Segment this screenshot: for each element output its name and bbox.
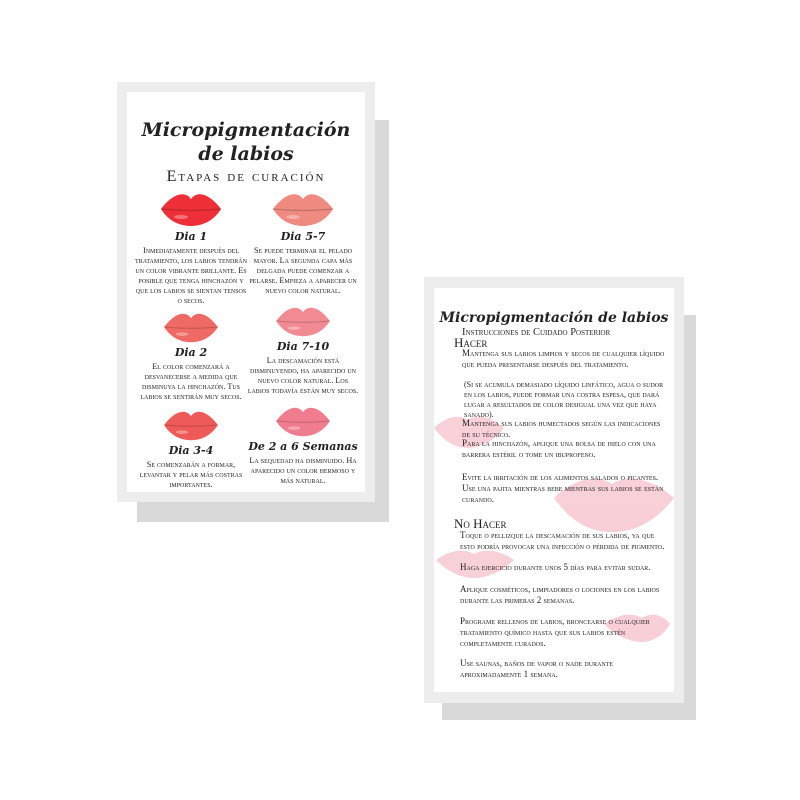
card1-title: Micropigmentación de labios: [141, 119, 351, 165]
section-hacer: Hacer: [454, 335, 488, 350]
card1-subtitle: Etapas de curación: [166, 168, 326, 185]
list-item: (Si se acumula demasiado líquido linfático, agua o sudor en los labios, puede formar una costra espesa, que dará lugar a resultados de color desigual una vez que haya sanado).: [464, 380, 664, 419]
stage-day-label: Dia 5-7: [280, 230, 326, 243]
lips-icon: [271, 190, 335, 228]
list-item: Use saunas, baños de vapor o nade durante aproximadamente 1 semana.: [460, 658, 614, 679]
list-item: Mantenga sus labios humectados según las indicaciones de su técnico.: [462, 418, 661, 439]
card2-title: Micropigmentación de labios: [439, 310, 669, 326]
lips-icon: [159, 190, 223, 228]
list-item: Toque o pellizque la descamación de sus labios, ya que esto podría provocar una infección o pérdida de pigmento.: [460, 530, 665, 551]
stage-card: [135, 408, 247, 490]
lips-icon: [159, 408, 223, 442]
stage-description: Inmediatamente después del tratamiento, los labios tendrán un color vibrante brillante. Es posible que tenga hinchazón y que los labios se sientan tensos o secos.: [135, 246, 247, 305]
list-item: Evite la irritación de los alimentos salados o picantes. Use una pajita mientras bebe mientras sus labios se están curando.: [462, 472, 664, 504]
stage-day-label: De 2 a 6 Semanas: [248, 440, 358, 453]
list-item: Mantenga sus labios limpios y secos de cualquier líquido que pueda presentarse después del tratamiento.: [462, 348, 665, 369]
list-item: Programe rellenos de labios, broncearse o cualquier tratamiento químico hasta que sus labios estén completamente curados.: [460, 616, 650, 648]
stage-card: [247, 404, 359, 486]
stage-description: La sequedad ha disminuido. Ha aparecido un color hermoso y más natural.: [249, 456, 357, 485]
lips-icon: [271, 404, 335, 438]
list-item: Para la hinchazón, aplique una bolsa de hielo con una barrera estéril o tome un ibuprofeno.: [462, 438, 656, 459]
stage-card: [135, 190, 247, 306]
stage-description: Se comenzarán a formar, levantar y pelar más costras importantes.: [139, 460, 243, 489]
stage-card: [247, 304, 359, 396]
section-no-hacer: No Hacer: [454, 516, 507, 531]
stage-day-label: Dia 1: [174, 230, 208, 243]
stage-description: La descamación está disminuyendo, ha aparecido un nuevo color natural. Los labios todavía están muy secos.: [247, 356, 359, 395]
list-item: Haga ejercicio durante unos 5 días para evitar sudar.: [460, 562, 651, 572]
stage-card: [247, 190, 359, 296]
stage-description: Se puede terminar el pelado mayor. La segunda capa más delgada puede comenzar a pelarse. Empieza a aparecer un nuevo color natural.: [249, 246, 357, 295]
lips-icon: [271, 304, 335, 338]
stage-day-label: Dia 2: [174, 346, 208, 359]
stage-card: [135, 310, 247, 402]
list-item: Aplique cosméticos, limpiadores o lociones en los labios durante las primeras 2 semanas.: [460, 584, 660, 605]
card2-subtitle: Instrucciones de Cuidado Posterior: [462, 327, 611, 338]
stage-description: El color comenzará a desvanecerse a medida que disminuya la hinchazón. Tus labios se sentirán muy secos.: [140, 362, 242, 401]
card2: [434, 288, 674, 692]
stage-day-label: Dia 3-4: [168, 444, 214, 457]
card1: [127, 92, 365, 492]
stage-day-label: Dia 7-10: [276, 340, 330, 353]
lips-icon: [159, 310, 223, 344]
